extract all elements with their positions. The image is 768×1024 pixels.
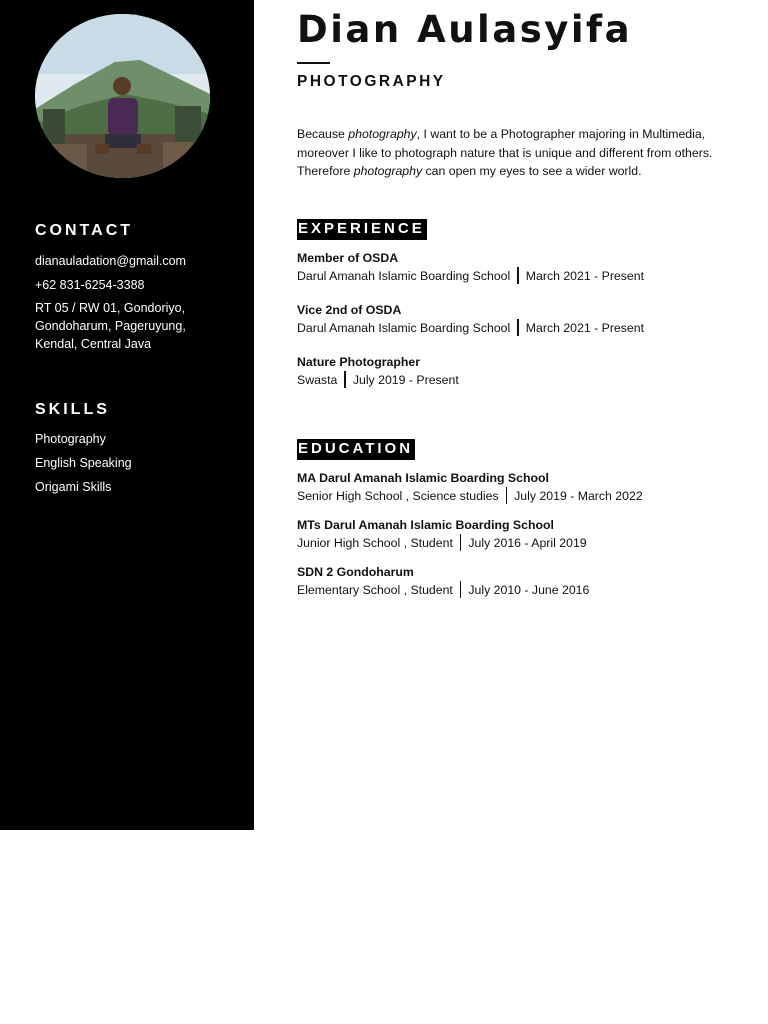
- entry-period: July 2010 - June 2016: [468, 583, 590, 597]
- education-entry: [297, 563, 737, 600]
- about-text: , I want to be a Photographer majoring in Multimedia, moreover I like to photograph nature that is unique and different from others. Therefore: [297, 127, 713, 178]
- entry-period: July 2016 - April 2019: [468, 536, 587, 550]
- entry-title: Vice 2nd of OSDA: [297, 303, 402, 317]
- contact-phone[interactable]: +62 831-6254-3388: [35, 278, 145, 292]
- skills-heading: SKILLS: [35, 401, 110, 418]
- separator: [506, 487, 508, 504]
- separator: [344, 371, 346, 388]
- sidebar: [0, 0, 254, 830]
- separator: [517, 267, 519, 284]
- about-text: can open my eyes to see a wider world.: [422, 164, 642, 178]
- entry-period: March 2021 - Present: [525, 321, 645, 335]
- skill-item: Photography: [35, 432, 106, 446]
- entry-period: March 2021 - Present: [525, 269, 645, 283]
- entry-period: July 2019 - March 2022: [514, 489, 643, 503]
- about-text: Because: [297, 127, 349, 141]
- profile-name: Dian Aulasyifa: [297, 8, 633, 51]
- experience-entry: [297, 353, 737, 390]
- profile-role: PHOTOGRAPHY: [297, 73, 446, 90]
- entry-title: Member of OSDA: [297, 251, 399, 265]
- separator: [460, 534, 462, 551]
- title-divider: [297, 62, 330, 64]
- entry-title: MA Darul Amanah Islamic Boarding School: [297, 471, 549, 485]
- entry-period: July 2019 - Present: [352, 373, 459, 387]
- contact-heading: CONTACT: [35, 222, 134, 239]
- separator: [517, 319, 519, 336]
- contact-address: RT 05 / RW 01, Gondoriyo, Gondoharum, Pageruyung, Kendal, Central Java: [35, 301, 186, 351]
- entry-org: Swasta: [297, 373, 338, 387]
- education-entry: [297, 469, 737, 506]
- education-entry: [297, 516, 737, 553]
- experience-heading: EXPERIENCE: [297, 219, 427, 240]
- experience-entry: [297, 249, 737, 286]
- about-paragraph: [297, 125, 737, 181]
- entry-org: Senior High School , Science studies: [297, 489, 499, 503]
- skill-item: Origami Skills: [35, 480, 112, 494]
- avatar: [35, 14, 210, 178]
- entry-org: Darul Amanah Islamic Boarding School: [297, 269, 511, 283]
- profile-photo: [35, 14, 210, 178]
- education-heading: EDUCATION: [297, 439, 415, 460]
- entry-title: SDN 2 Gondoharum: [297, 565, 414, 579]
- experience-entry: [297, 301, 737, 338]
- contact-email[interactable]: dianauladation@gmail.com: [35, 254, 186, 268]
- entry-org: Darul Amanah Islamic Boarding School: [297, 321, 511, 335]
- entry-org: Elementary School , Student: [297, 583, 453, 597]
- about-emphasis: photography: [348, 127, 417, 141]
- entry-org: Junior High School , Student: [297, 536, 453, 550]
- separator: [460, 581, 462, 598]
- entry-title: MTs Darul Amanah Islamic Boarding School: [297, 518, 554, 532]
- about-emphasis: photography: [353, 164, 423, 178]
- skill-item: English Speaking: [35, 456, 132, 470]
- entry-title: Nature Photographer: [297, 355, 420, 369]
